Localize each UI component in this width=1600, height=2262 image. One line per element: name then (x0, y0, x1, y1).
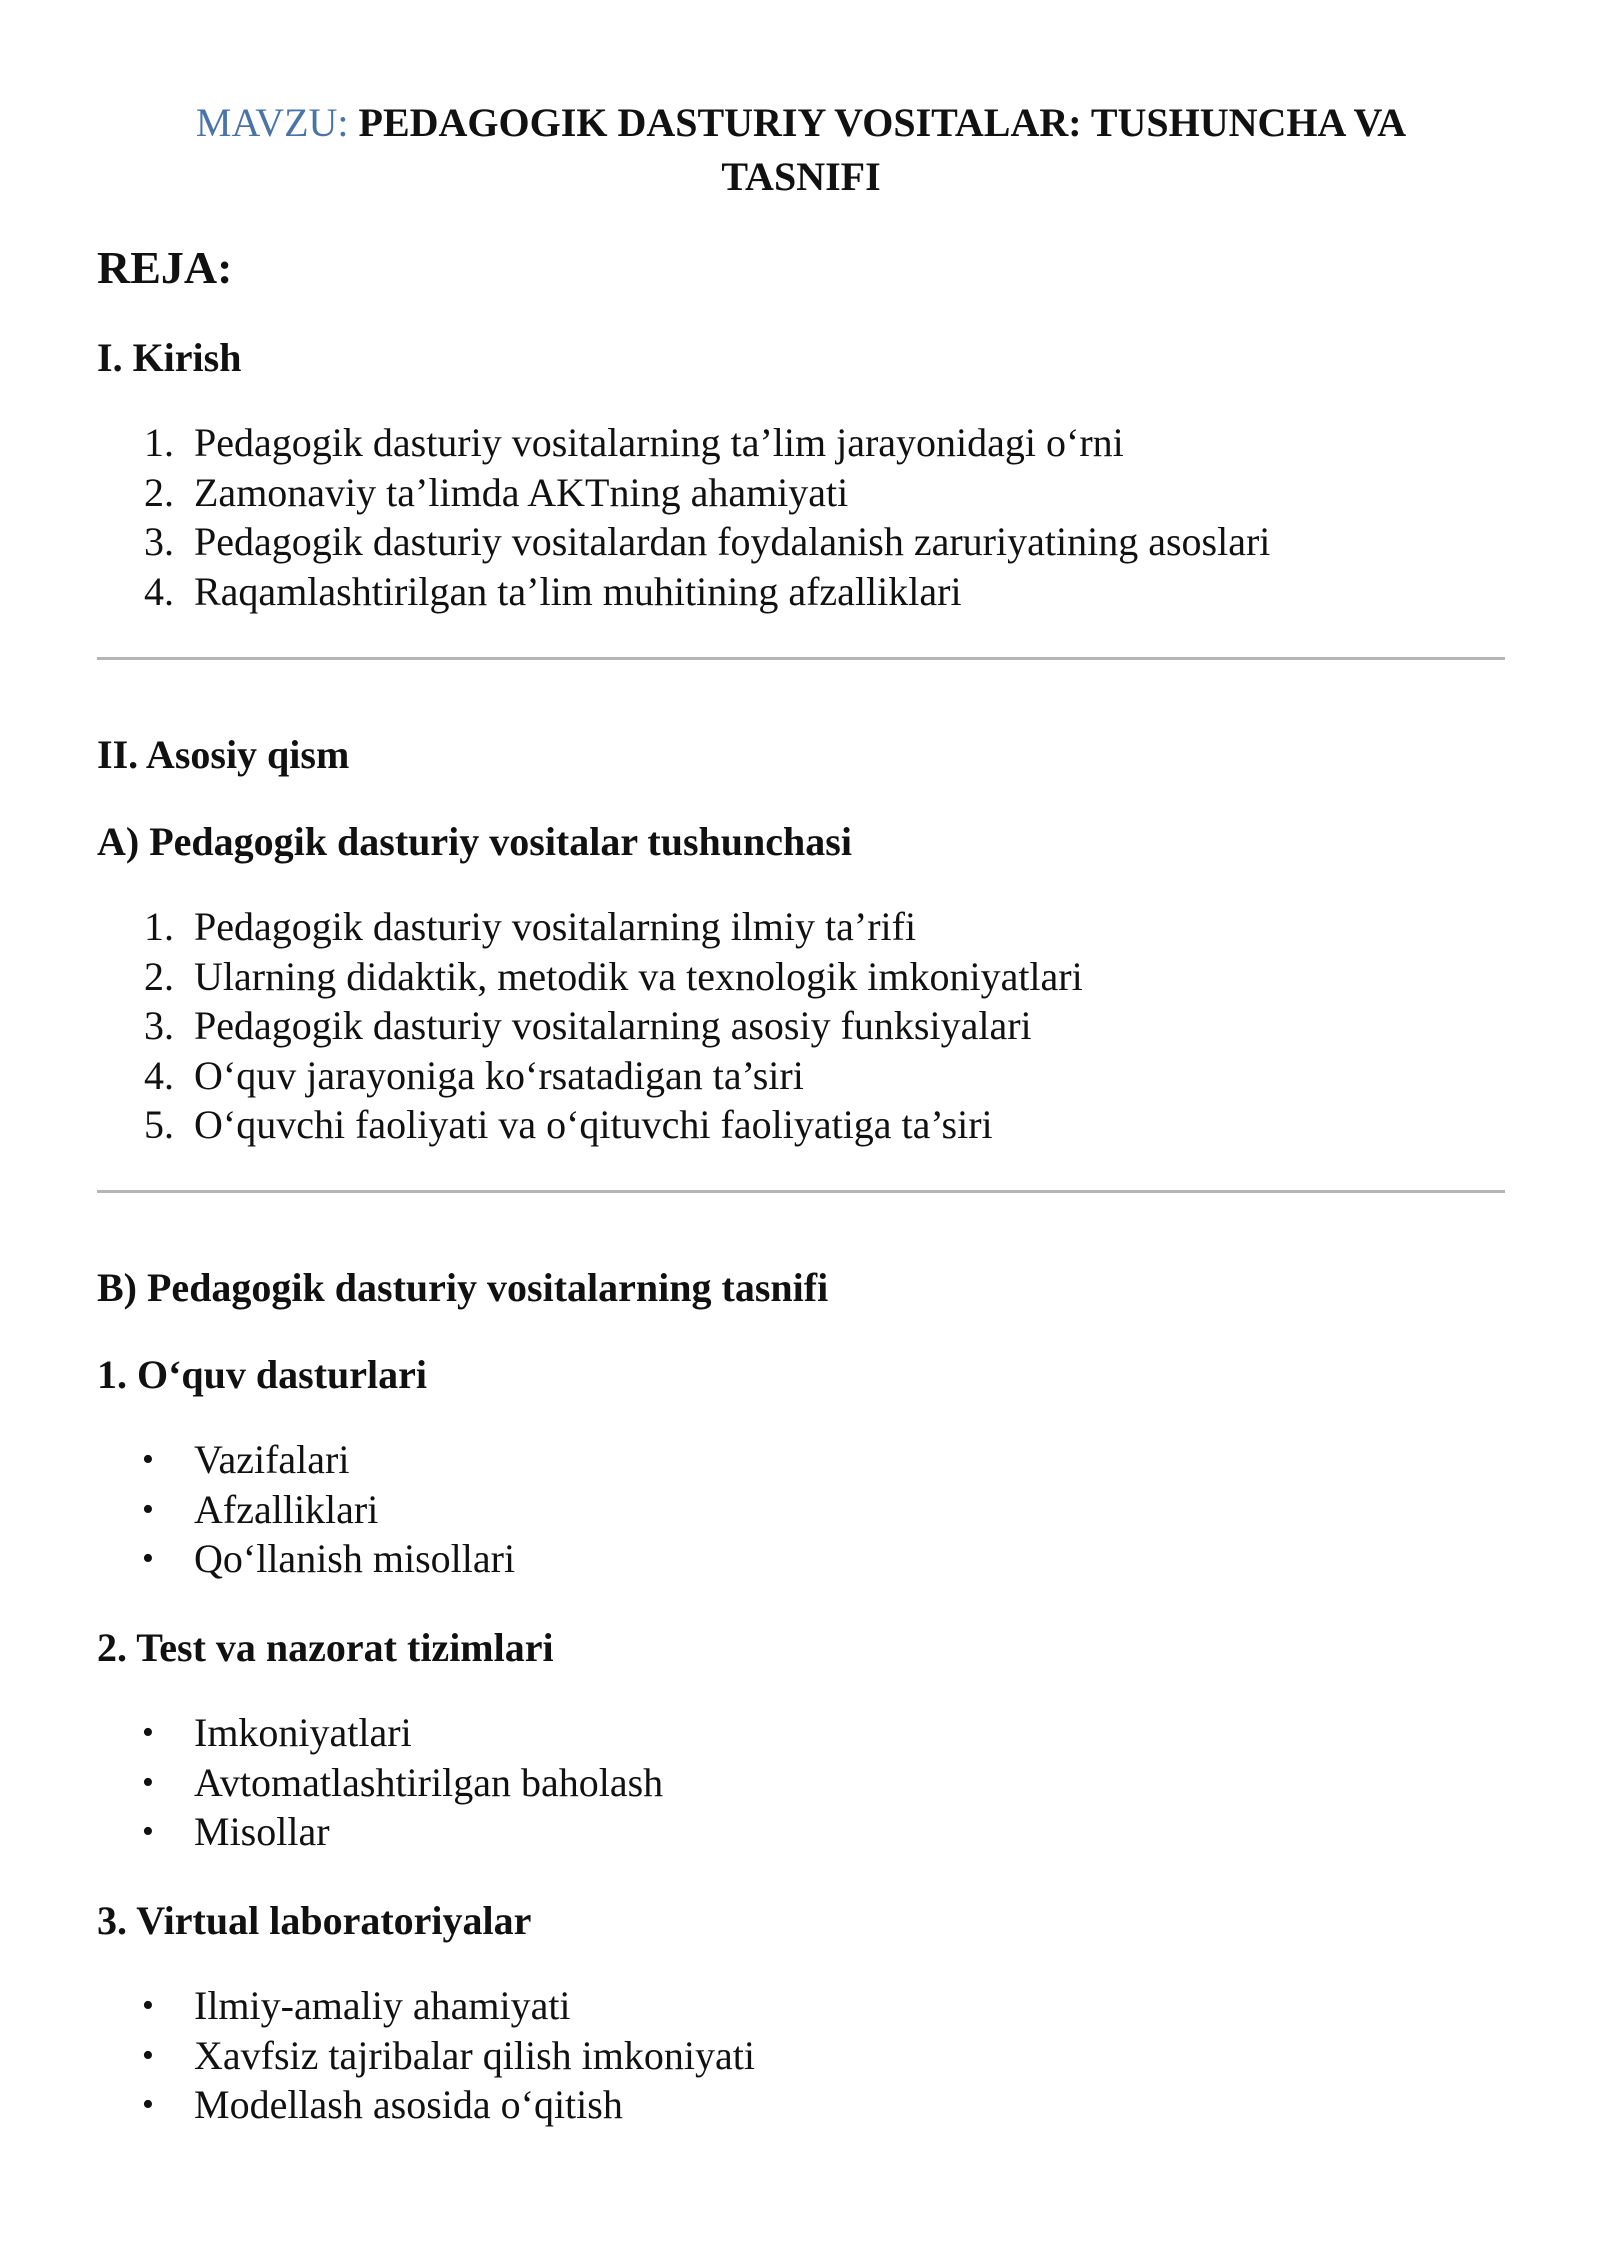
list-item-text: Xavfsiz tajribalar qilish imkoniyati (194, 2032, 755, 2078)
list-item (97, 1051, 1083, 1101)
intro-list (97, 418, 1270, 616)
list-item-text: Pedagogik dasturiy vositalarning ilmiy ta’rifi (194, 904, 917, 949)
list-item (97, 1758, 663, 1808)
list-item-text: Misollar (194, 1809, 330, 1854)
list-item-text: Afzalliklari (194, 1486, 379, 1532)
title-prefix: MAVZU: (195, 100, 359, 145)
list-item-text: Vazifalari (194, 1437, 350, 1482)
list-item (97, 1100, 1083, 1150)
list-item (97, 2080, 755, 2130)
list-number: 2. (144, 953, 174, 999)
list-item-text: O‘quvchi faoliyati va o‘qituvchi faoliyatiga ta’siri (194, 1102, 993, 1147)
list-item (97, 2031, 755, 2081)
section-heading-main: II. Asosiy qism (97, 732, 350, 777)
list-item (97, 952, 1083, 1002)
list-item (97, 1981, 755, 2031)
group-heading-learning-programs: 1. O‘quv dasturlari (97, 1352, 428, 1397)
test-systems-list (97, 1708, 663, 1857)
list-item (97, 1001, 1083, 1051)
list-item-text: Modellash asosida o‘qitish (194, 2082, 623, 2127)
subsection-heading-b: B) Pedagogik dasturiy vositalarning tasnifi (97, 1265, 829, 1310)
list-number: 3. (144, 519, 174, 564)
virtual-labs-list (97, 1981, 755, 2130)
bullet-icon: • (142, 1987, 154, 2024)
list-item-text: Ilmiy-amaliy ahamiyati (194, 1983, 571, 2028)
group-heading-virtual-labs: 3. Virtual laboratoriyalar (97, 1898, 532, 1943)
document-page (97, 96, 1505, 2127)
subsection-heading-a: A) Pedagogik dasturiy vositalar tushunchasi (97, 819, 852, 864)
list-item (97, 468, 1270, 518)
bullet-icon: • (142, 1714, 154, 1751)
list-item-text: Pedagogik dasturiy vositalardan foydalanish zaruriyatining asoslari (194, 519, 1271, 564)
list-number: 1. (144, 420, 174, 465)
bullet-icon: • (142, 1813, 154, 1850)
list-item-text: Zamonaviy ta’limda AKTning ahamiyati (194, 469, 849, 515)
list-item-text: Avtomatlashtirilgan baholash (194, 1759, 664, 1805)
bullet-icon: • (142, 1763, 154, 1801)
list-item (97, 902, 1083, 952)
list-item-text: Pedagogik dasturiy vositalarning ta’lim jarayonidagi o‘rni (194, 420, 1124, 465)
section-heading-intro: I. Kirish (97, 335, 242, 380)
list-item (97, 517, 1270, 567)
bullet-icon: • (142, 2086, 154, 2123)
divider (97, 1190, 1505, 1193)
group-heading-test-systems: 2. Test va nazorat tizimlari (97, 1625, 554, 1670)
list-number: 1. (144, 904, 174, 949)
list-item-text: Imkoniyatlari (194, 1710, 412, 1755)
list-item (97, 1708, 663, 1758)
list-number: 2. (144, 469, 174, 515)
list-item-text: Ularning didaktik, metodik va texnologik imkoniyatlari (194, 953, 1083, 999)
list-item (97, 1807, 663, 1857)
plan-heading: REJA: (97, 242, 233, 293)
list-number: 4. (144, 1052, 174, 1098)
bullet-icon: • (142, 1490, 154, 1528)
learning-programs-list (97, 1435, 515, 1584)
list-number: 5. (144, 1102, 174, 1147)
bullet-icon: • (142, 1441, 154, 1478)
list-item (97, 1534, 515, 1584)
list-number: 3. (144, 1003, 174, 1048)
list-item-text: Qo‘llanish misollari (194, 1536, 516, 1581)
list-item (97, 567, 1270, 617)
document-title (97, 96, 1505, 204)
list-number: 4. (144, 568, 174, 614)
bullet-icon: • (142, 2036, 154, 2074)
list-item (97, 418, 1270, 468)
list-item (97, 1485, 515, 1535)
title-main: PEDAGOGIK DASTURIY VOSITALAR: TUSHUNCHA VA TASNIFI (358, 100, 1407, 199)
concept-list (97, 902, 1083, 1150)
list-item-text: O‘quv jarayoniga ko‘rsatadigan ta’siri (194, 1052, 804, 1098)
list-item (97, 1435, 515, 1485)
list-item-text: Pedagogik dasturiy vositalarning asosiy funksiyalari (194, 1003, 1032, 1048)
bullet-icon: • (142, 1540, 154, 1577)
divider (97, 657, 1505, 660)
list-item-text: Raqamlashtirilgan ta’lim muhitining afzalliklari (194, 568, 962, 614)
